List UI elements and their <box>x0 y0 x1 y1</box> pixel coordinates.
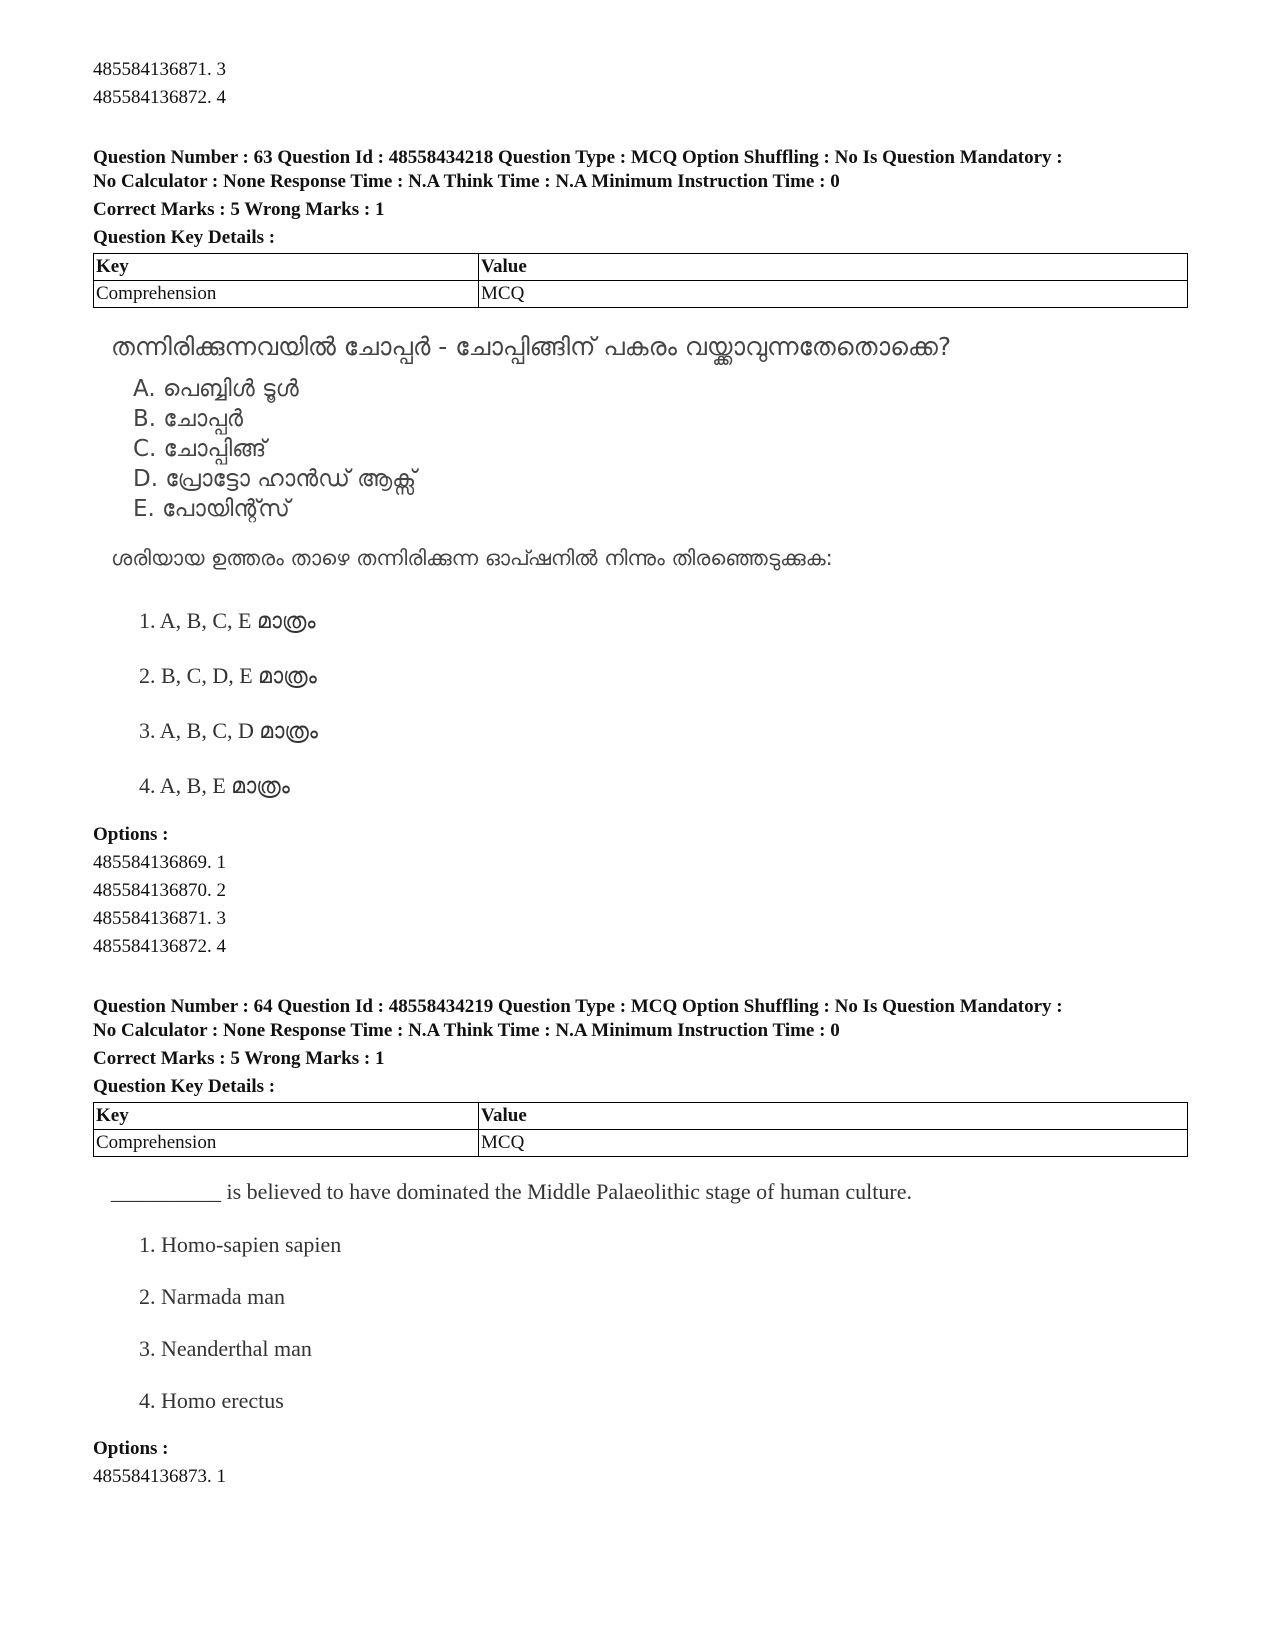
option-line: 485584136871. 3 <box>93 908 226 929</box>
top-options <box>93 56 1188 112</box>
question-sentence: is believed to have dominated the Middle Palaeolithic stage of human culture. <box>221 1179 912 1204</box>
question-63 <box>93 146 1188 961</box>
answer-choice: 4. A, B, E മാത്രം <box>139 773 290 798</box>
option-line: 485584136872. 4 <box>93 87 226 108</box>
question-text <box>111 1179 1188 1205</box>
table-header-value: Value <box>479 254 1188 281</box>
key-details-table <box>93 1102 1188 1157</box>
answer-choice: 3. Neanderthal man <box>139 1336 312 1361</box>
question-header-line1: Question Number : 63 Question Id : 48558434218 Question Type : MCQ Option Shuffling : No Is Question Mandatory : <box>93 147 1063 168</box>
key-details-label: Question Key Details : <box>93 227 276 248</box>
question-item: E. പോയിന്റ്സ് <box>133 496 290 522</box>
marks-line: Correct Marks : 5 Wrong Marks : 1 <box>93 199 385 220</box>
key-details-table <box>93 253 1188 308</box>
answer-choice: 4. Homo erectus <box>139 1388 284 1413</box>
instruction-text: ശരിയായ ഉത്തരം താഴെ തന്നിരിക്കുന്ന ഓപ്ഷനിൽ നിന്നും തിരഞ്ഞെടുക്കുക: <box>111 546 833 570</box>
marks-line: Correct Marks : 5 Wrong Marks : 1 <box>93 1048 385 1069</box>
answer-choice: 1. Homo-sapien sapien <box>139 1232 342 1257</box>
table-header-key: Key <box>94 1103 479 1130</box>
document-page <box>93 56 1188 1491</box>
table-cell-key: Comprehension <box>94 281 479 308</box>
answer-choice: 2. Narmada man <box>139 1284 285 1309</box>
option-line: 485584136873. 1 <box>93 1466 226 1487</box>
question-header-line1: Question Number : 64 Question Id : 48558434219 Question Type : MCQ Option Shuffling : No Is Question Mandatory : <box>93 996 1063 1017</box>
question-blank: __________ <box>111 1179 221 1204</box>
answer-choice: 3. A, B, C, D മാത്രം <box>139 718 319 743</box>
option-line: 485584136872. 4 <box>93 936 226 957</box>
question-header-line2: No Calculator : None Response Time : N.A Think Time : N.A Minimum Instruction Time : 0 <box>93 171 840 192</box>
question-item: B. ചോപ്പർ <box>133 406 244 432</box>
table-cell-value: MCQ <box>479 281 1188 308</box>
answer-choice: 2. B, C, D, E മാത്രം <box>139 663 317 688</box>
question-64 <box>93 995 1188 1491</box>
question-item: A. പെബ്ബിൾ ടൂൾ <box>133 376 299 402</box>
question-text: തന്നിരിക്കുന്നവയിൽ ചോപ്പർ - ചോപ്പിങ്ങിന് പകരം വയ്ക്കാവുന്നതേതൊക്കെ? <box>111 332 952 361</box>
question-items <box>133 374 1188 524</box>
table-cell-value: MCQ <box>479 1130 1188 1157</box>
table-header-value: Value <box>479 1103 1188 1130</box>
answer-choice: 1. A, B, C, E മാത്രം <box>139 608 316 633</box>
option-line: 485584136870. 2 <box>93 880 226 901</box>
question-item: C. ചോപ്പിങ്ങ് <box>133 436 267 462</box>
question-header-line2: No Calculator : None Response Time : N.A Think Time : N.A Minimum Instruction Time : 0 <box>93 1020 840 1041</box>
answer-choices <box>139 593 1188 813</box>
table-cell-key: Comprehension <box>94 1130 479 1157</box>
options-label: Options : <box>93 824 169 845</box>
option-line: 485584136871. 3 <box>93 59 226 80</box>
table-header-key: Key <box>94 254 479 281</box>
question-item: D. പ്രോട്ടോ ഹാൻഡ് ആക്സ് <box>133 466 417 492</box>
option-line: 485584136869. 1 <box>93 852 226 873</box>
answer-choices <box>139 1219 1188 1427</box>
key-details-label: Question Key Details : <box>93 1076 276 1097</box>
options-label: Options : <box>93 1438 169 1459</box>
